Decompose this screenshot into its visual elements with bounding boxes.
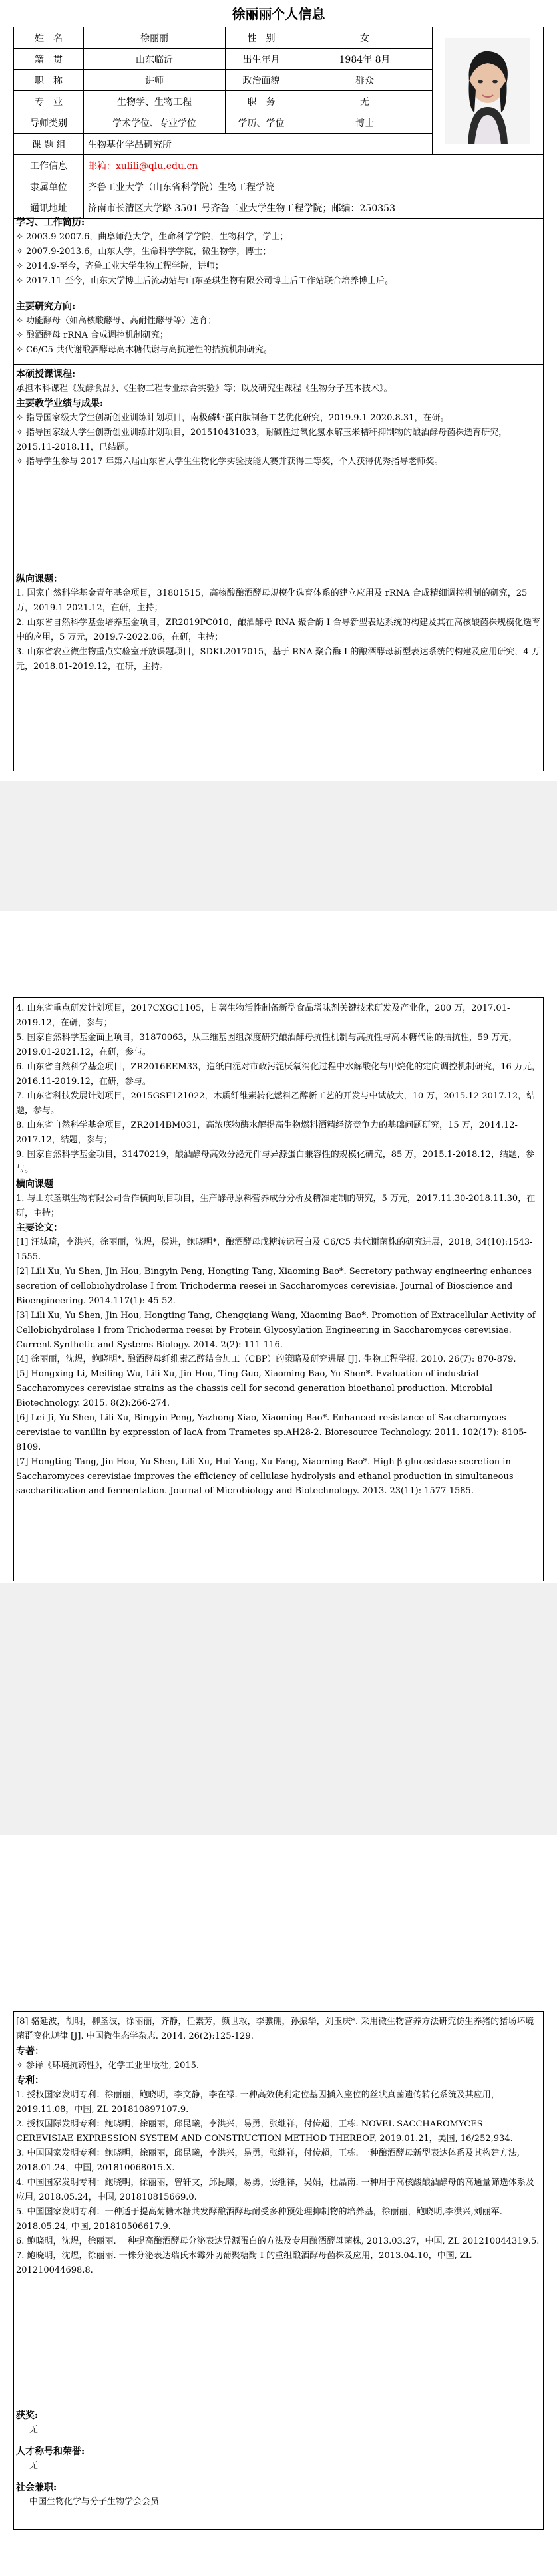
gender-label: 性 别 — [226, 27, 297, 49]
degree-value: 博士 — [297, 112, 433, 134]
paper-item: [4] 徐丽丽，沈煜，鲍晓明*. 酿酒酵母纤维素乙醇结合加工（CBP）的策略及研究进展 [J]. 生物工程学报. 2010. 26(7): 870-879. — [16, 1354, 516, 1364]
page-1 — [0, 0, 557, 781]
origin-value: 山东临沂 — [84, 49, 226, 70]
teaching-section — [16, 367, 542, 469]
paper-item: [6] Lei Ji, Yu Shen, Lili Xu, Bingyin Peng, Yazhong Xiao, Xiaoming Bao*. Enhanced resistance of Saccharomyces cerevisiae to vanillin by expression of lacA from Trametes sp.AH28-2. Bioresource Technology. 2011. 102(17): 8105-8109. — [16, 1413, 527, 1452]
vertical-item: 1. 国家自然科学基金青年基金项目，31801515，高核酸酿酒酵母规模化选育体系的建立应用及 rRNA 合成精细调控机制的研究，25 万，2019.1-2021.12，在研，主持； — [16, 588, 528, 613]
divider — [13, 364, 544, 365]
papers-continued — [16, 2015, 542, 2278]
title-value: 讲师 — [84, 70, 226, 91]
info-table — [13, 27, 544, 219]
society-heading: 社会兼职: — [16, 2482, 57, 2493]
vertical-item: 7. 山东省科技发展计划项目，2015GSF121022，木质纤维素转化燃料乙醇新工艺的开发与中试放大，10 万，2015.12-2017.12，结题，参与。 — [16, 1091, 536, 1116]
email-label: 工作信息 — [14, 155, 84, 176]
vertical-item: 8. 山东省自然科学基金项目，ZR2014BM031，高浓底物酶水解提高生物燃料酒精经济竞争力的基础问题研究，15 万，2014.12-2017.12，结题，参与； — [16, 1120, 518, 1145]
vertical-section-p2 — [16, 1001, 542, 1499]
paper-item: [3] Lili Xu, Yu Shen, Jin Hou, Hongting Tang, Chengqiang Wang, Xiaoming Bao*. Promotion of Extracellular Activity of Cellobiohydrolase I from Trichoderma reesei by Protein Glycosylation Engineering in Saccharomyces cerevisiae. Current Synthetic and Systems Biology. 2014. 2(2): 111-116. — [16, 1311, 536, 1350]
paper-item: [7] Hongting Tang, Jin Hou, Yu Shen, Lili Xu, Hui Yang, Xu Fang, Xiaoming Bao*. High β-glucosidase secretion in Saccharomyces cerevisiae improves the efficiency of cellulase hydrolysis and ethanol production in simultaneous saccharification and fermentation. Journal of Microbiology and Biotechnology. 2013. 23(11): 1577-1585. — [16, 1457, 514, 1496]
patent-item: 1. 授权国家发明专利：徐丽丽，鲍晓明，李文静，李在禄. 一种高效使利定位基因插入座位的丝状真菌遗传转化系统及其应用，2019.11.08，中国, ZL 201810897107.9. — [16, 2090, 500, 2115]
vertical-item: 5. 国家自然科学基金面上项目，31870063，从三维基因组深度研究酿酒酵母抗性机制与高抗性与高木糖代谢的拮抗性，59 万元，2019.01-2021.12，在研，参与。 — [16, 1033, 518, 1057]
vertical-heading: 纵向课题： — [16, 574, 63, 584]
patent-item: 4. 中国国家发明专利：鲍晓明，徐丽丽，曾轩文，邱昆曦，易勇，张继祥，吴娟，杜晶南. 一种用于高核酸酿酒酵母的高通量筛选体系及应用, 2018.05.24，中国, 201810815669.0. — [16, 2178, 534, 2202]
teaching-heading: 本硕授课课程: — [16, 369, 76, 380]
page-2 — [0, 911, 557, 1583]
vertical-section-p1 — [16, 572, 542, 674]
profile-photo — [445, 38, 530, 144]
paper-item: [5] Hongxing Li, Meiling Wu, Lili Xu, Jin Hou, Ting Guo, Xiaoming Bao, Yu Shen*. Evaluation of industrial Saccharomyces cerevisiae strains as the chassis cell for second generation bioethanol production. Microbial Biotechnology. 2015. 8(2):266-274. — [16, 1369, 493, 1408]
major-label: 专 业 — [14, 91, 84, 112]
horizontal-heading: 横向课题 — [16, 1179, 53, 1190]
awards-heading: 获奖: — [16, 2410, 39, 2421]
page-gap — [0, 781, 557, 911]
address-value: 济南市长清区大学路 3501 号齐鲁工业大学生物工程学院；邮编：250353 — [84, 197, 544, 219]
name-label: 姓 名 — [14, 27, 84, 49]
photo-cell — [433, 27, 544, 155]
awards-section — [16, 2408, 542, 2438]
study-section — [16, 215, 542, 289]
group-label: 课 题 组 — [14, 134, 84, 155]
email-value[interactable]: 邮箱：xulili@qlu.edu.cn — [84, 155, 544, 176]
talents-value: 无 — [29, 2461, 39, 2471]
research-heading: 主要研究方向: — [16, 301, 76, 312]
research-item: ✧ C6/C5 共代谢酿酒酵母高木糖代谢与高抗逆性的拮抗机制研究。 — [16, 345, 272, 355]
study-item: ✧ 2014.9-至今，齐鲁工业大学生物工程学院，讲师； — [16, 261, 224, 271]
teaching-text: 承担本科课程《发酵食品》、《生物工程专业综合实验》等；以及研究生课程《生物分子基本技术》。 — [16, 384, 393, 394]
birth-value: 1984年 8月 — [297, 49, 433, 70]
vertical-item: 2. 山东省自然科学基金培养基金项目，ZR2019PC010，酿酒酵母 RNA 聚合酶 I 合导新型表达系统的构建及其在高核酸菌株规模化选育中的应用，5 万元，2019.7-2022.06，在研，主持； — [16, 618, 541, 642]
study-heading: 学习、工作简历: — [16, 217, 85, 228]
vertical-item: 9. 国家自然科学基金项目，31470219，酿酒酵母高效分泌元件与异源蛋白兼容性的规模化研究，85 万，2015.1-2018.12，结题，参与。 — [16, 1150, 535, 1174]
name-value: 徐丽丽 — [84, 27, 226, 49]
book-item: ✧ 参译《环境抗药性》，化学工业出版社, 2015. — [16, 2061, 200, 2071]
papers-heading: 主要论文： — [16, 1223, 63, 1233]
patent-item: 7. 鲍晓明，沈煜，徐丽丽. 一株分泌表达瑞氏木霉外切葡聚糖酶 I 的重组酿酒酵母菌株及应用，2013.04.10，中国, ZL 201210044698.8. — [16, 2251, 472, 2275]
politics-value: 群众 — [297, 70, 433, 91]
research-item: ✧ 酿酒酵母 rRNA 合成调控机制研究； — [16, 330, 169, 340]
research-section — [16, 299, 542, 358]
teaching-item: ✧ 指导学生参与 2017 年第六届山东省大学生生物化学实验技能大赛并获得二等奖，个人获得优秀指导老师奖。 — [16, 457, 443, 467]
paper-item: [2] Lili Xu, Yu Shen, Jin Hou, Bingyin Peng, Hongting Tang, Xiaoming Bao*. Secretory pathway engineering enhances secretion of cellobiohydrolase I from Trichoderma reesei in Saccharomyces cerevisiae. Journal of Bioscience and Bioengineering. 2014.117(1): 45-52. — [16, 1267, 532, 1306]
paper-item: [1] 汪城琦，李洪兴，徐丽丽，沈煜，侯进，鲍晓明*，酿酒酵母戊糖转运蛋白及 C6/C5 共代谢菌株的研究进展，2018, 34(10):1543-1555. — [16, 1237, 533, 1262]
page-3 — [0, 1835, 557, 2576]
awards-value: 无 — [29, 2425, 39, 2435]
supervisor-value: 学术学位、专业学位 — [84, 112, 226, 134]
unit-label: 隶属单位 — [14, 176, 84, 197]
gender-value: 女 — [297, 27, 433, 49]
teaching-achievements-heading: 主要教学业绩与成果: — [16, 398, 104, 409]
patent-item: 3. 中国国家发明专利：鲍晓明，徐丽丽，邱昆曦，李洪兴，易勇，张继祥，付传超，王栋. 一种酿酒酵母新型表达体系及其构建方法, 2018.01.24，中国, 201810068015.X. — [16, 2148, 520, 2173]
origin-label: 籍 贯 — [14, 49, 84, 70]
talents-section — [16, 2444, 542, 2474]
group-value: 生物基化学品研究所 — [84, 134, 433, 155]
society-value: 中国生物化学与分子生物学会会员 — [29, 2497, 160, 2507]
degree-label: 学历、学位 — [226, 112, 297, 134]
patent-item: 6. 鲍晓明，沈煜，徐丽丽. 一种提高酿酒酵母分泌表达异源蛋白的方法及专用酿酒酵母菌株, 2013.03.27，中国, ZL 201210044319.5. — [16, 2236, 540, 2246]
page-gap — [0, 1583, 557, 1835]
birth-label: 出生年月 — [226, 49, 297, 70]
society-section — [16, 2480, 542, 2510]
study-item: ✧ 2017.11-至今，山东大学博士后流动站与山东圣琪生物有限公司博士后工作站联合培养博士后。 — [16, 276, 394, 286]
duty-label: 职 务 — [226, 91, 297, 112]
books-heading: 专著： — [16, 2046, 44, 2057]
study-item: ✧ 2003.9-2007.6，曲阜师范大学，生命科学学院，生物科学，学士； — [16, 232, 289, 242]
study-item: ✧ 2007.9-2013.6，山东大学，生命科学学院，微生物学，博士； — [16, 247, 272, 257]
teaching-item: ✧ 指导国家级大学生创新创业训练计划项目，南极磷虾蛋白肽制备工艺优化研究，2019.9.1-2020.8.31，在研。 — [16, 413, 449, 423]
teaching-item: ✧ 指导国家级大学生创新创业训练计划项目，201510431033，耐碱性过氧化氢水解玉米秸秆抑制物的酿酒酵母菌株选育研究，2015.11-2018.11，已结题。 — [16, 428, 508, 452]
address-label: 通讯地址 — [14, 197, 84, 219]
paper-item: [8] 骆延波，胡明，柳圣波，徐丽丽，齐静，任素芳，颜世敢，李骥硼，孙振华，刘玉庆*. 采用微生物营养方法研究仿生养猪的猪场坏境菌群变化规律 [J]. 中国微生态学杂志. 2014. 26(2):125-129. — [16, 2017, 534, 2041]
patent-item: 2. 授权国际发明专利：鲍晓明，徐丽丽，邱昆曦，李洪兴，易勇，张继祥，付传超，王栋. NOVEL SACCHAROMYCES CEREVISIAE EXPRESSION SYSTEM AND CONSTRUCTION METHOD THEREOF, 2019.01.21，美国, 16/252,934. — [16, 2119, 513, 2144]
page-title: 徐丽丽个人信息 — [232, 6, 325, 22]
patent-item: 5. 中国国家发明专利：一种适于提高菊糖木糖共发酵酿酒酵母耐受多种预处理抑制物的培养基，徐丽丽，鲍晓明,李洪兴,刘丽军. 2018.05.24, 中国, 201810506617.9. — [16, 2207, 502, 2232]
title-label: 职 称 — [14, 70, 84, 91]
supervisor-label: 导师类别 — [14, 112, 84, 134]
patents-heading: 专利： — [16, 2075, 44, 2086]
duty-value: 无 — [297, 91, 433, 112]
talents-heading: 人才称号和荣誉: — [16, 2446, 85, 2457]
vertical-item: 3. 山东省农业微生物重点实验室开放课题项目，SDKL2017015，基于 RNA 聚合酶 I 的酿酒酵母新型表达系统的构建及应用研究，4 万元，2018.01-2019.12，在研，主持。 — [16, 647, 540, 672]
horizontal-item: 1. 与山东圣琪生物有限公司合作横向项目项目，生产酵母原料营养成分分析及精准定制的研究，5 万元，2017.11.30-2018.11.30，在研，主持； — [16, 1194, 536, 1218]
research-item: ✧ 功能酵母（如高核酸酵母、高耐性酵母等）选育； — [16, 316, 217, 326]
unit-value: 齐鲁工业大学（山东省科学院）生物工程学院 — [84, 176, 544, 197]
politics-label: 政治面貌 — [226, 70, 297, 91]
vertical-item: 6. 山东省自然科学基金项目，ZR2016EEM33，造纸白泥对市政污泥厌氧消化过程中水解酸化与甲烷化的定向调控机制研究，16 万元，2016.11-2019.12，在研，参与。 — [16, 1062, 540, 1087]
major-value: 生物学、生物工程 — [84, 91, 226, 112]
vertical-item: 4. 山东省重点研发计划项目，2017CXGC1105，甘薯生物活性制备新型食品增味剂关键技术研发及产业化，200 万，2017.01-2019.12，在研，参与； — [16, 1003, 510, 1028]
